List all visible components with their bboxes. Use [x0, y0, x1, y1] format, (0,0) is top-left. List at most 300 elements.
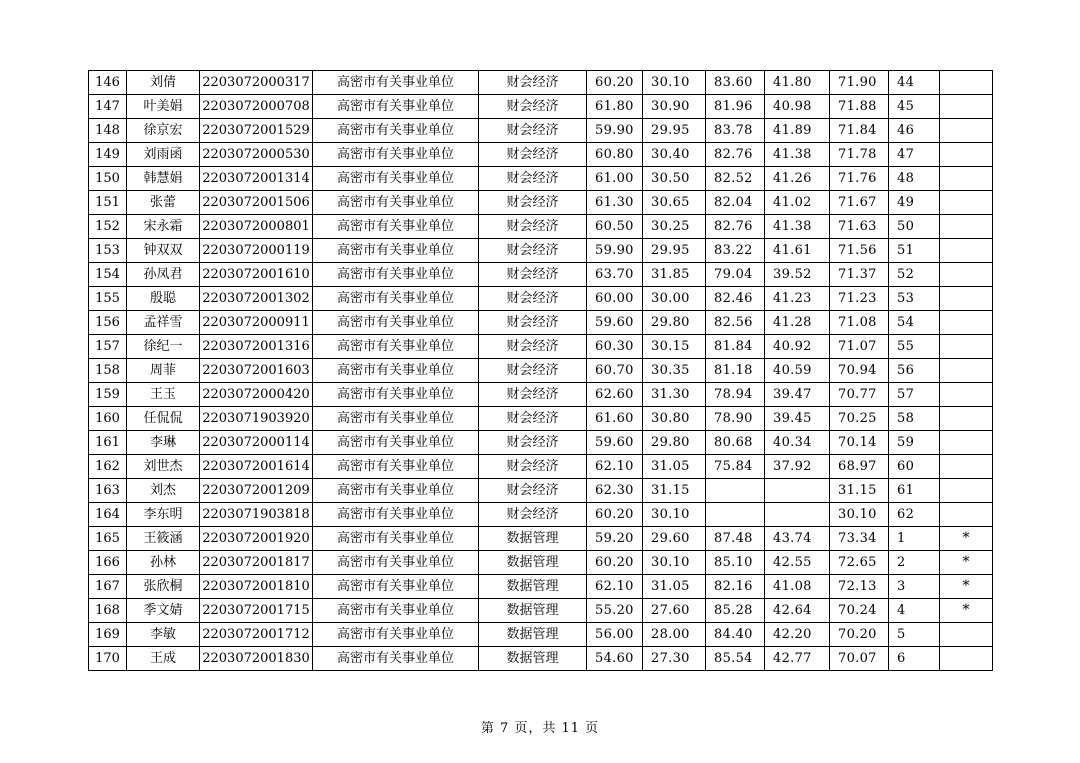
written-weighted-cell: 30.15 [643, 335, 706, 359]
unit-cell: 高密市有关事业单位 [313, 119, 479, 143]
total-score-cell: 30.10 [830, 503, 889, 527]
exam-id-cell: 2203072001817 [200, 551, 313, 575]
unit-cell: 高密市有关事业单位 [313, 287, 479, 311]
table-row [89, 359, 993, 383]
exam-id-cell: 2203072001209 [200, 479, 313, 503]
position-cell: 数据管理 [479, 527, 587, 551]
row-number-cell: 161 [89, 431, 127, 455]
total-score-cell: 70.25 [830, 407, 889, 431]
interview-score-cell: 85.54 [706, 647, 765, 671]
exam-id-cell: 2203072000708 [200, 95, 313, 119]
rank-cell: 1 [889, 527, 940, 551]
total-score-cell: 70.20 [830, 623, 889, 647]
row-number-cell: 148 [89, 119, 127, 143]
written-weighted-cell: 31.05 [643, 455, 706, 479]
interview-score-cell: 83.78 [706, 119, 765, 143]
interview-weighted-cell: 42.55 [765, 551, 830, 575]
rank-cell: 54 [889, 311, 940, 335]
row-number-cell: 149 [89, 143, 127, 167]
rank-cell: 46 [889, 119, 940, 143]
exam-id-cell: 2203071903920 [200, 407, 313, 431]
unit-cell: 高密市有关事业单位 [313, 623, 479, 647]
table-row [89, 407, 993, 431]
total-score-cell: 70.07 [830, 647, 889, 671]
interview-weighted-cell: 39.52 [765, 263, 830, 287]
position-cell: 财会经济 [479, 407, 587, 431]
name-cell: 宋永霜 [127, 215, 200, 239]
table-row [89, 503, 993, 527]
total-score-cell: 31.15 [830, 479, 889, 503]
selected-mark-cell: * [940, 527, 993, 551]
exam-id-cell: 2203072001610 [200, 263, 313, 287]
interview-weighted-cell: 43.74 [765, 527, 830, 551]
written-score-cell: 62.10 [587, 575, 643, 599]
total-score-cell: 70.14 [830, 431, 889, 455]
interview-weighted-cell: 41.23 [765, 287, 830, 311]
name-cell: 季文婧 [127, 599, 200, 623]
table-row [89, 479, 993, 503]
interview-score-cell: 82.52 [706, 167, 765, 191]
position-cell: 财会经济 [479, 503, 587, 527]
written-weighted-cell: 30.90 [643, 95, 706, 119]
selected-mark-cell [940, 239, 993, 263]
interview-weighted-cell: 42.64 [765, 599, 830, 623]
written-weighted-cell: 31.30 [643, 383, 706, 407]
table-row [89, 431, 993, 455]
interview-score-cell: 83.22 [706, 239, 765, 263]
written-weighted-cell: 30.80 [643, 407, 706, 431]
row-number-cell: 147 [89, 95, 127, 119]
row-number-cell: 159 [89, 383, 127, 407]
total-score-cell: 68.97 [830, 455, 889, 479]
rank-cell: 61 [889, 479, 940, 503]
total-score-cell: 71.23 [830, 287, 889, 311]
total-score-cell: 71.07 [830, 335, 889, 359]
unit-cell: 高密市有关事业单位 [313, 335, 479, 359]
position-cell: 财会经济 [479, 311, 587, 335]
interview-weighted-cell: 41.80 [765, 71, 830, 95]
name-cell: 刘杰 [127, 479, 200, 503]
rank-cell: 4 [889, 599, 940, 623]
unit-cell: 高密市有关事业单位 [313, 215, 479, 239]
written-weighted-cell: 29.95 [643, 119, 706, 143]
rank-cell: 51 [889, 239, 940, 263]
written-score-cell: 60.20 [587, 71, 643, 95]
written-score-cell: 62.10 [587, 455, 643, 479]
selected-mark-cell [940, 431, 993, 455]
unit-cell: 高密市有关事业单位 [313, 503, 479, 527]
table-row [89, 647, 993, 671]
total-score-cell: 71.08 [830, 311, 889, 335]
rank-cell: 6 [889, 647, 940, 671]
row-number-cell: 167 [89, 575, 127, 599]
name-cell: 徐京宏 [127, 119, 200, 143]
selected-mark-cell [940, 455, 993, 479]
total-score-cell: 71.63 [830, 215, 889, 239]
exam-id-cell: 2203072001810 [200, 575, 313, 599]
interview-weighted-cell: 41.08 [765, 575, 830, 599]
written-score-cell: 54.60 [587, 647, 643, 671]
written-weighted-cell: 29.80 [643, 311, 706, 335]
row-number-cell: 158 [89, 359, 127, 383]
table-row [89, 71, 993, 95]
selected-mark-cell [940, 407, 993, 431]
exam-id-cell: 2203072001920 [200, 527, 313, 551]
row-number-cell: 156 [89, 311, 127, 335]
interview-score-cell: 78.94 [706, 383, 765, 407]
row-number-cell: 150 [89, 167, 127, 191]
row-number-cell: 157 [89, 335, 127, 359]
table-row [89, 143, 993, 167]
name-cell: 钟双双 [127, 239, 200, 263]
table-body [89, 71, 993, 671]
written-weighted-cell: 29.95 [643, 239, 706, 263]
table-row [89, 191, 993, 215]
exam-id-cell: 2203072000119 [200, 239, 313, 263]
total-score-cell: 71.78 [830, 143, 889, 167]
rank-cell: 58 [889, 407, 940, 431]
exam-id-cell: 2203072001830 [200, 647, 313, 671]
interview-weighted-cell [765, 479, 830, 503]
exam-id-cell: 2203072001715 [200, 599, 313, 623]
written-weighted-cell: 31.15 [643, 479, 706, 503]
row-number-cell: 165 [89, 527, 127, 551]
written-weighted-cell: 30.10 [643, 503, 706, 527]
table-row [89, 527, 993, 551]
rank-cell: 56 [889, 359, 940, 383]
table-row [89, 287, 993, 311]
interview-score-cell: 82.76 [706, 143, 765, 167]
position-cell: 财会经济 [479, 167, 587, 191]
interview-score-cell: 83.60 [706, 71, 765, 95]
row-number-cell: 170 [89, 647, 127, 671]
position-cell: 财会经济 [479, 287, 587, 311]
name-cell: 刘雨函 [127, 143, 200, 167]
position-cell: 数据管理 [479, 599, 587, 623]
written-score-cell: 60.20 [587, 503, 643, 527]
name-cell: 王筱涵 [127, 527, 200, 551]
position-cell: 数据管理 [479, 623, 587, 647]
exam-id-cell: 2203072001302 [200, 287, 313, 311]
name-cell: 周菲 [127, 359, 200, 383]
selected-mark-cell: * [940, 575, 993, 599]
table-row [89, 455, 993, 479]
rank-cell: 48 [889, 167, 940, 191]
position-cell: 财会经济 [479, 383, 587, 407]
interview-weighted-cell: 39.47 [765, 383, 830, 407]
exam-id-cell: 2203072000911 [200, 311, 313, 335]
table-row [89, 167, 993, 191]
name-cell: 孟祥雪 [127, 311, 200, 335]
exam-id-cell: 2203071903818 [200, 503, 313, 527]
written-weighted-cell: 31.85 [643, 263, 706, 287]
row-number-cell: 155 [89, 287, 127, 311]
row-number-cell: 152 [89, 215, 127, 239]
interview-score-cell [706, 479, 765, 503]
total-score-cell: 71.88 [830, 95, 889, 119]
position-cell: 财会经济 [479, 143, 587, 167]
position-cell: 财会经济 [479, 335, 587, 359]
written-weighted-cell: 30.25 [643, 215, 706, 239]
interview-score-cell: 82.04 [706, 191, 765, 215]
interview-score-cell: 82.76 [706, 215, 765, 239]
row-number-cell: 151 [89, 191, 127, 215]
rank-cell: 2 [889, 551, 940, 575]
name-cell: 李东明 [127, 503, 200, 527]
name-cell: 王玉 [127, 383, 200, 407]
total-score-cell: 70.77 [830, 383, 889, 407]
selected-mark-cell [940, 647, 993, 671]
written-weighted-cell: 27.60 [643, 599, 706, 623]
interview-weighted-cell: 37.92 [765, 455, 830, 479]
position-cell: 数据管理 [479, 647, 587, 671]
name-cell: 张蕾 [127, 191, 200, 215]
unit-cell: 高密市有关事业单位 [313, 143, 479, 167]
row-number-cell: 146 [89, 71, 127, 95]
interview-score-cell: 78.90 [706, 407, 765, 431]
written-weighted-cell: 30.10 [643, 71, 706, 95]
exam-id-cell: 2203072000801 [200, 215, 313, 239]
position-cell: 数据管理 [479, 575, 587, 599]
table-row [89, 95, 993, 119]
rank-cell: 60 [889, 455, 940, 479]
written-score-cell: 59.60 [587, 311, 643, 335]
unit-cell: 高密市有关事业单位 [313, 311, 479, 335]
interview-weighted-cell: 41.26 [765, 167, 830, 191]
row-number-cell: 169 [89, 623, 127, 647]
position-cell: 财会经济 [479, 95, 587, 119]
written-score-cell: 60.20 [587, 551, 643, 575]
name-cell: 孙林 [127, 551, 200, 575]
interview-score-cell: 81.96 [706, 95, 765, 119]
position-cell: 财会经济 [479, 191, 587, 215]
written-score-cell: 55.20 [587, 599, 643, 623]
interview-score-cell: 81.84 [706, 335, 765, 359]
total-score-cell: 71.76 [830, 167, 889, 191]
table-row [89, 575, 993, 599]
written-weighted-cell: 29.60 [643, 527, 706, 551]
total-score-cell: 71.67 [830, 191, 889, 215]
name-cell: 王成 [127, 647, 200, 671]
interview-score-cell: 79.04 [706, 263, 765, 287]
exam-id-cell: 2203072001529 [200, 119, 313, 143]
total-score-cell: 71.90 [830, 71, 889, 95]
position-cell: 财会经济 [479, 119, 587, 143]
position-cell: 数据管理 [479, 551, 587, 575]
selected-mark-cell [940, 143, 993, 167]
rank-cell: 52 [889, 263, 940, 287]
exam-id-cell: 2203072001603 [200, 359, 313, 383]
name-cell: 李琳 [127, 431, 200, 455]
written-score-cell: 62.30 [587, 479, 643, 503]
unit-cell: 高密市有关事业单位 [313, 167, 479, 191]
selected-mark-cell [940, 215, 993, 239]
written-score-cell: 60.80 [587, 143, 643, 167]
written-score-cell: 62.60 [587, 383, 643, 407]
rank-cell: 45 [889, 95, 940, 119]
row-number-cell: 153 [89, 239, 127, 263]
selected-mark-cell [940, 119, 993, 143]
name-cell: 殷聪 [127, 287, 200, 311]
interview-weighted-cell: 42.20 [765, 623, 830, 647]
interview-score-cell [706, 503, 765, 527]
score-table [88, 70, 993, 671]
selected-mark-cell [940, 95, 993, 119]
rank-cell: 44 [889, 71, 940, 95]
unit-cell: 高密市有关事业单位 [313, 599, 479, 623]
unit-cell: 高密市有关事业单位 [313, 527, 479, 551]
interview-score-cell: 85.10 [706, 551, 765, 575]
written-weighted-cell: 30.10 [643, 551, 706, 575]
total-score-cell: 71.56 [830, 239, 889, 263]
table-row [89, 119, 993, 143]
exam-id-cell: 2203072001712 [200, 623, 313, 647]
written-weighted-cell: 29.80 [643, 431, 706, 455]
position-cell: 财会经济 [479, 71, 587, 95]
written-score-cell: 60.00 [587, 287, 643, 311]
written-weighted-cell: 31.05 [643, 575, 706, 599]
exam-id-cell: 2203072000114 [200, 431, 313, 455]
selected-mark-cell [940, 167, 993, 191]
interview-score-cell: 84.40 [706, 623, 765, 647]
selected-mark-cell [940, 287, 993, 311]
total-score-cell: 72.13 [830, 575, 889, 599]
selected-mark-cell: * [940, 599, 993, 623]
rank-cell: 50 [889, 215, 940, 239]
selected-mark-cell [940, 335, 993, 359]
written-score-cell: 59.60 [587, 431, 643, 455]
exam-id-cell: 2203072001316 [200, 335, 313, 359]
interview-weighted-cell: 41.38 [765, 215, 830, 239]
position-cell: 财会经济 [479, 431, 587, 455]
written-score-cell: 59.20 [587, 527, 643, 551]
unit-cell: 高密市有关事业单位 [313, 71, 479, 95]
row-number-cell: 154 [89, 263, 127, 287]
exam-id-cell: 2203072000317 [200, 71, 313, 95]
interview-weighted-cell: 41.02 [765, 191, 830, 215]
exam-id-cell: 2203072001614 [200, 455, 313, 479]
written-score-cell: 60.50 [587, 215, 643, 239]
table-row [89, 623, 993, 647]
unit-cell: 高密市有关事业单位 [313, 263, 479, 287]
page-footer: 第 7 页，共 11 页 [480, 721, 600, 736]
total-score-cell: 70.94 [830, 359, 889, 383]
unit-cell: 高密市有关事业单位 [313, 455, 479, 479]
name-cell: 徐纪一 [127, 335, 200, 359]
rank-cell: 59 [889, 431, 940, 455]
written-weighted-cell: 30.40 [643, 143, 706, 167]
position-cell: 财会经济 [479, 215, 587, 239]
row-number-cell: 163 [89, 479, 127, 503]
score-sheet [88, 70, 992, 671]
rank-cell: 62 [889, 503, 940, 527]
name-cell: 刘倩 [127, 71, 200, 95]
table-row [89, 239, 993, 263]
total-score-cell: 70.24 [830, 599, 889, 623]
total-score-cell: 72.65 [830, 551, 889, 575]
rank-cell: 57 [889, 383, 940, 407]
unit-cell: 高密市有关事业单位 [313, 239, 479, 263]
name-cell: 叶美娟 [127, 95, 200, 119]
table-row [89, 311, 993, 335]
selected-mark-cell [940, 191, 993, 215]
interview-weighted-cell: 42.77 [765, 647, 830, 671]
total-score-cell: 71.37 [830, 263, 889, 287]
name-cell: 孙凤君 [127, 263, 200, 287]
interview-score-cell: 82.16 [706, 575, 765, 599]
interview-weighted-cell: 41.28 [765, 311, 830, 335]
rank-cell: 47 [889, 143, 940, 167]
exam-id-cell: 2203072001314 [200, 167, 313, 191]
row-number-cell: 162 [89, 455, 127, 479]
interview-weighted-cell: 40.34 [765, 431, 830, 455]
table-row [89, 335, 993, 359]
written-weighted-cell: 30.35 [643, 359, 706, 383]
selected-mark-cell [940, 311, 993, 335]
interview-weighted-cell: 39.45 [765, 407, 830, 431]
written-weighted-cell: 27.30 [643, 647, 706, 671]
position-cell: 财会经济 [479, 479, 587, 503]
written-score-cell: 63.70 [587, 263, 643, 287]
row-number-cell: 168 [89, 599, 127, 623]
unit-cell: 高密市有关事业单位 [313, 551, 479, 575]
written-score-cell: 61.60 [587, 407, 643, 431]
exam-id-cell: 2203072000530 [200, 143, 313, 167]
selected-mark-cell [940, 503, 993, 527]
total-score-cell: 71.84 [830, 119, 889, 143]
selected-mark-cell [940, 263, 993, 287]
selected-mark-cell [940, 383, 993, 407]
exam-id-cell: 2203072001506 [200, 191, 313, 215]
selected-mark-cell [940, 623, 993, 647]
unit-cell: 高密市有关事业单位 [313, 647, 479, 671]
written-score-cell: 61.00 [587, 167, 643, 191]
unit-cell: 高密市有关事业单位 [313, 359, 479, 383]
unit-cell: 高密市有关事业单位 [313, 95, 479, 119]
interview-weighted-cell: 41.89 [765, 119, 830, 143]
total-score-cell: 73.34 [830, 527, 889, 551]
name-cell: 张欣桐 [127, 575, 200, 599]
written-weighted-cell: 30.00 [643, 287, 706, 311]
interview-weighted-cell [765, 503, 830, 527]
position-cell: 财会经济 [479, 239, 587, 263]
unit-cell: 高密市有关事业单位 [313, 479, 479, 503]
written-score-cell: 59.90 [587, 119, 643, 143]
interview-weighted-cell: 40.98 [765, 95, 830, 119]
name-cell: 韩慧娟 [127, 167, 200, 191]
table-row [89, 551, 993, 575]
unit-cell: 高密市有关事业单位 [313, 383, 479, 407]
interview-score-cell: 82.56 [706, 311, 765, 335]
written-weighted-cell: 28.00 [643, 623, 706, 647]
table-row [89, 263, 993, 287]
written-score-cell: 61.30 [587, 191, 643, 215]
table-row [89, 215, 993, 239]
interview-score-cell: 80.68 [706, 431, 765, 455]
rank-cell: 5 [889, 623, 940, 647]
unit-cell: 高密市有关事业单位 [313, 191, 479, 215]
rank-cell: 53 [889, 287, 940, 311]
interview-weighted-cell: 41.38 [765, 143, 830, 167]
written-score-cell: 61.80 [587, 95, 643, 119]
interview-score-cell: 75.84 [706, 455, 765, 479]
interview-score-cell: 85.28 [706, 599, 765, 623]
row-number-cell: 160 [89, 407, 127, 431]
interview-weighted-cell: 40.59 [765, 359, 830, 383]
interview-score-cell: 81.18 [706, 359, 765, 383]
table-row [89, 383, 993, 407]
selected-mark-cell [940, 359, 993, 383]
